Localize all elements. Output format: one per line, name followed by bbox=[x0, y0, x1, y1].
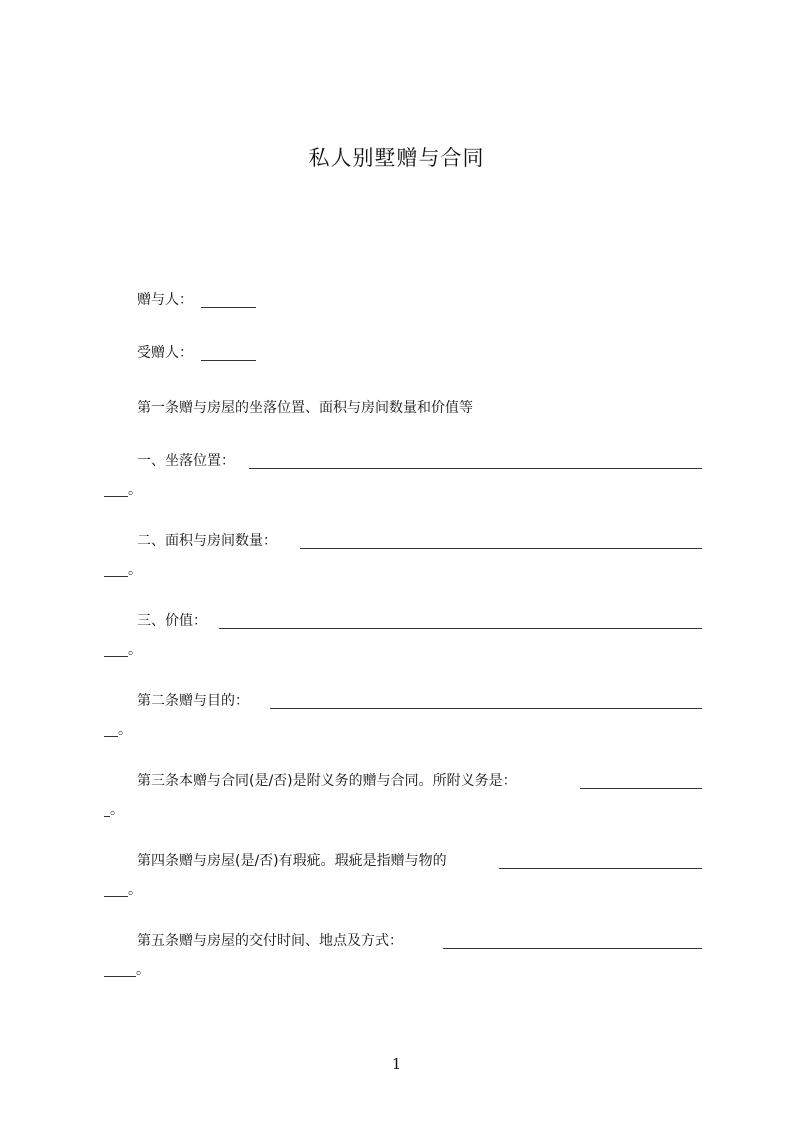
donor-blank bbox=[201, 307, 256, 308]
article3-line bbox=[0, 771, 793, 791]
article5-period: 。 bbox=[136, 962, 150, 978]
article3-label: 第三条本赠与合同(是/否)是附义务的赠与合同。所附义务是： bbox=[137, 773, 517, 789]
article4-line bbox=[0, 851, 793, 871]
item2-blank bbox=[300, 548, 702, 549]
item1-label: 一、坐落位置： bbox=[137, 453, 235, 469]
item3-line bbox=[0, 611, 793, 631]
article4-blank bbox=[499, 868, 702, 869]
article3-blank bbox=[580, 788, 702, 789]
article3-continuation bbox=[0, 800, 793, 820]
item2-continuation bbox=[0, 560, 793, 580]
item2-line bbox=[0, 531, 793, 551]
article5-blank bbox=[443, 948, 702, 949]
article4-continuation bbox=[0, 880, 793, 900]
donee-label: 受赠人： bbox=[137, 345, 193, 361]
article5-line bbox=[0, 931, 793, 951]
item3-period: 。 bbox=[128, 642, 142, 658]
article1-heading: 第一条赠与房屋的坐落位置、面积与房间数量和价值等 bbox=[137, 400, 473, 416]
item3-blank-cont bbox=[104, 656, 128, 657]
donee-blank bbox=[201, 360, 256, 361]
article5-blank-cont bbox=[104, 976, 136, 977]
item2-blank-cont bbox=[104, 576, 128, 577]
item1-blank-cont bbox=[104, 496, 128, 497]
item2-period: 。 bbox=[128, 562, 142, 578]
article2-line bbox=[0, 691, 793, 711]
article4-blank-cont bbox=[104, 896, 128, 897]
item3-continuation bbox=[0, 640, 793, 660]
item1-period: 。 bbox=[128, 482, 142, 498]
article4-label: 第四条赠与房屋(是/否)有瑕疵。瑕疵是指赠与物的 bbox=[137, 853, 447, 869]
article2-period: 。 bbox=[118, 722, 132, 738]
item2-label: 二、面积与房间数量： bbox=[137, 533, 277, 549]
item3-label: 三、价值： bbox=[137, 613, 207, 629]
article3-period: 。 bbox=[110, 802, 124, 818]
page-number: 1 bbox=[391, 1055, 402, 1073]
document-title: 私人别墅赠与合同 bbox=[308, 146, 485, 170]
article1-heading-line bbox=[0, 398, 793, 418]
donee-line bbox=[0, 343, 793, 363]
item1-line bbox=[0, 451, 793, 471]
article5-label: 第五条赠与房屋的交付时间、地点及方式： bbox=[137, 933, 403, 949]
article2-continuation bbox=[0, 720, 793, 740]
article2-blank-cont bbox=[104, 736, 118, 737]
article2-label: 第二条赠与目的： bbox=[137, 693, 249, 709]
item1-blank bbox=[249, 468, 702, 469]
donor-line bbox=[0, 290, 793, 310]
item1-continuation bbox=[0, 480, 793, 500]
article2-blank bbox=[270, 708, 702, 709]
donor-label: 赠与人： bbox=[137, 292, 193, 308]
article4-period: 。 bbox=[128, 882, 142, 898]
article5-continuation bbox=[0, 960, 793, 980]
item3-blank bbox=[219, 628, 702, 629]
